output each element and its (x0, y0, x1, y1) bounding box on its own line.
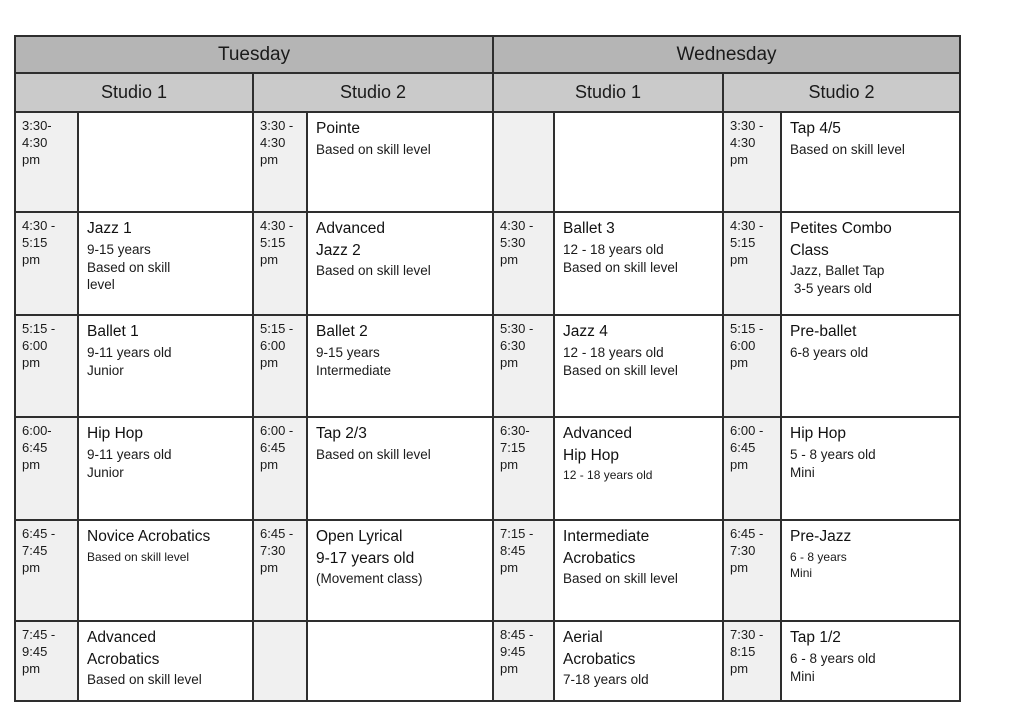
time-cell: 4:30 - 5:15 pm (253, 212, 307, 315)
class-details: Based on skill level (87, 672, 202, 688)
time-cell (493, 112, 554, 212)
time-cell: 3:30 - 4:30 pm (723, 112, 781, 212)
class-cell (307, 520, 493, 621)
studio-header-tue-2: Studio 2 (253, 73, 493, 112)
class-cell (554, 621, 723, 701)
class-details: Based on skill level (87, 549, 190, 564)
time-cell: 6:00- 6:45 pm (15, 417, 78, 520)
class-details: 9-11 years old Junior (87, 344, 172, 378)
schedule-row (15, 315, 960, 417)
class-title: Intermediate Acrobatics (563, 528, 650, 567)
class-title: Ballet 1 (87, 323, 139, 340)
time-cell: 6:00 - 6:45 pm (253, 417, 307, 520)
class-cell (554, 315, 723, 417)
time-cell: 6:45 - 7:30 pm (253, 520, 307, 621)
class-title: Jazz 4 (563, 323, 608, 340)
time-cell: 4:30 - 5:15 pm (15, 212, 78, 315)
class-details: 5 - 8 years old Mini (790, 446, 876, 480)
class-title: Advanced Hip Hop (563, 425, 632, 464)
studio-header-wed-2: Studio 2 (723, 73, 960, 112)
class-details: Based on skill level (790, 141, 905, 157)
class-details: Based on skill level (316, 263, 431, 279)
class-details: 9-11 years old Junior (87, 446, 172, 480)
class-details: 12 - 18 years old Based on skill level (563, 344, 678, 378)
studio-header-row (15, 73, 960, 112)
time-cell: 5:15 - 6:00 pm (723, 315, 781, 417)
class-cell (307, 212, 493, 315)
class-title: Tap 4/5 (790, 120, 841, 137)
schedule-row (15, 621, 960, 701)
class-cell (78, 621, 253, 701)
dance-schedule-table (14, 35, 961, 702)
time-cell: 4:30 - 5:30 pm (493, 212, 554, 315)
schedule-row (15, 520, 960, 621)
class-cell (554, 417, 723, 520)
class-title: Tap 1/2 (790, 629, 841, 646)
class-title: Pre-ballet (790, 323, 857, 340)
class-cell (78, 520, 253, 621)
class-cell (307, 417, 493, 520)
class-title: Aerial Acrobatics (563, 629, 636, 668)
studio-header-tue-1: Studio 1 (15, 73, 253, 112)
time-cell: 6:00 - 6:45 pm (723, 417, 781, 520)
time-cell: 6:45 - 7:30 pm (723, 520, 781, 621)
class-details: 6 - 8 years Mini (790, 549, 847, 580)
class-details: 7-18 years old (563, 672, 649, 688)
time-cell: 4:30 - 5:15 pm (723, 212, 781, 315)
class-cell (307, 112, 493, 212)
class-details: 12 - 18 years old (563, 468, 653, 483)
class-cell (781, 417, 960, 520)
time-cell: 7:45 - 9:45 pm (15, 621, 78, 701)
day-header-row (15, 36, 960, 73)
class-details: 9-15 years Intermediate (316, 344, 392, 378)
day-header-tuesday: Tuesday (15, 36, 493, 73)
schedule-row (15, 417, 960, 520)
class-details: 6 - 8 years old Mini (790, 650, 876, 684)
time-cell: 7:15 - 8:45 pm (493, 520, 554, 621)
class-cell (78, 112, 253, 212)
class-cell (781, 212, 960, 315)
class-cell (78, 315, 253, 417)
class-title: Pointe (316, 120, 360, 137)
class-cell (781, 315, 960, 417)
time-cell: 5:30 - 6:30 pm (493, 315, 554, 417)
time-cell: 8:45 - 9:45 pm (493, 621, 554, 701)
class-cell (554, 212, 723, 315)
class-details: Based on skill level (316, 141, 431, 157)
schedule-row (15, 212, 960, 315)
class-cell (554, 112, 723, 212)
class-details: Based on skill level (563, 571, 678, 587)
time-cell: 5:15 - 6:00 pm (15, 315, 78, 417)
class-cell (781, 520, 960, 621)
time-cell (253, 621, 307, 701)
class-details: Jazz, Ballet Tap 3-5 years old (790, 263, 885, 297)
time-cell: 3:30 - 4:30 pm (253, 112, 307, 212)
class-details: Based on skill level (316, 446, 431, 462)
class-title: Jazz 1 (87, 220, 132, 237)
class-title: Tap 2/3 (316, 425, 367, 442)
time-cell: 6:45 - 7:45 pm (15, 520, 78, 621)
class-title: Advanced Acrobatics (87, 629, 160, 668)
class-title: Hip Hop (87, 425, 143, 442)
class-title: Ballet 3 (563, 220, 615, 237)
class-cell (781, 112, 960, 212)
class-details: 9-15 years Based on skill level (87, 241, 171, 293)
time-cell: 6:30- 7:15 pm (493, 417, 554, 520)
time-cell: 3:30- 4:30 pm (15, 112, 78, 212)
class-details: (Movement class) (316, 571, 423, 587)
class-title: Petites Combo Class (790, 220, 892, 259)
class-title: Ballet 2 (316, 323, 368, 340)
class-details: 6-8 years old (790, 344, 869, 360)
class-cell (78, 417, 253, 520)
class-cell (307, 621, 493, 701)
class-title: Pre-Jazz (790, 528, 852, 545)
class-cell (78, 212, 253, 315)
class-title: Novice Acrobatics (87, 528, 211, 545)
class-title: Open Lyrical 9-17 years old (316, 528, 415, 567)
class-cell (307, 315, 493, 417)
day-header-wednesday: Wednesday (493, 36, 960, 73)
time-cell: 5:15 - 6:00 pm (253, 315, 307, 417)
studio-header-wed-1: Studio 1 (493, 73, 723, 112)
class-title: Hip Hop (790, 425, 847, 442)
class-cell (554, 520, 723, 621)
class-details: 12 - 18 years old Based on skill level (563, 241, 678, 275)
class-title: Advanced Jazz 2 (316, 220, 385, 259)
class-cell (781, 621, 960, 701)
time-cell: 7:30 - 8:15 pm (723, 621, 781, 701)
schedule-row (15, 112, 960, 212)
